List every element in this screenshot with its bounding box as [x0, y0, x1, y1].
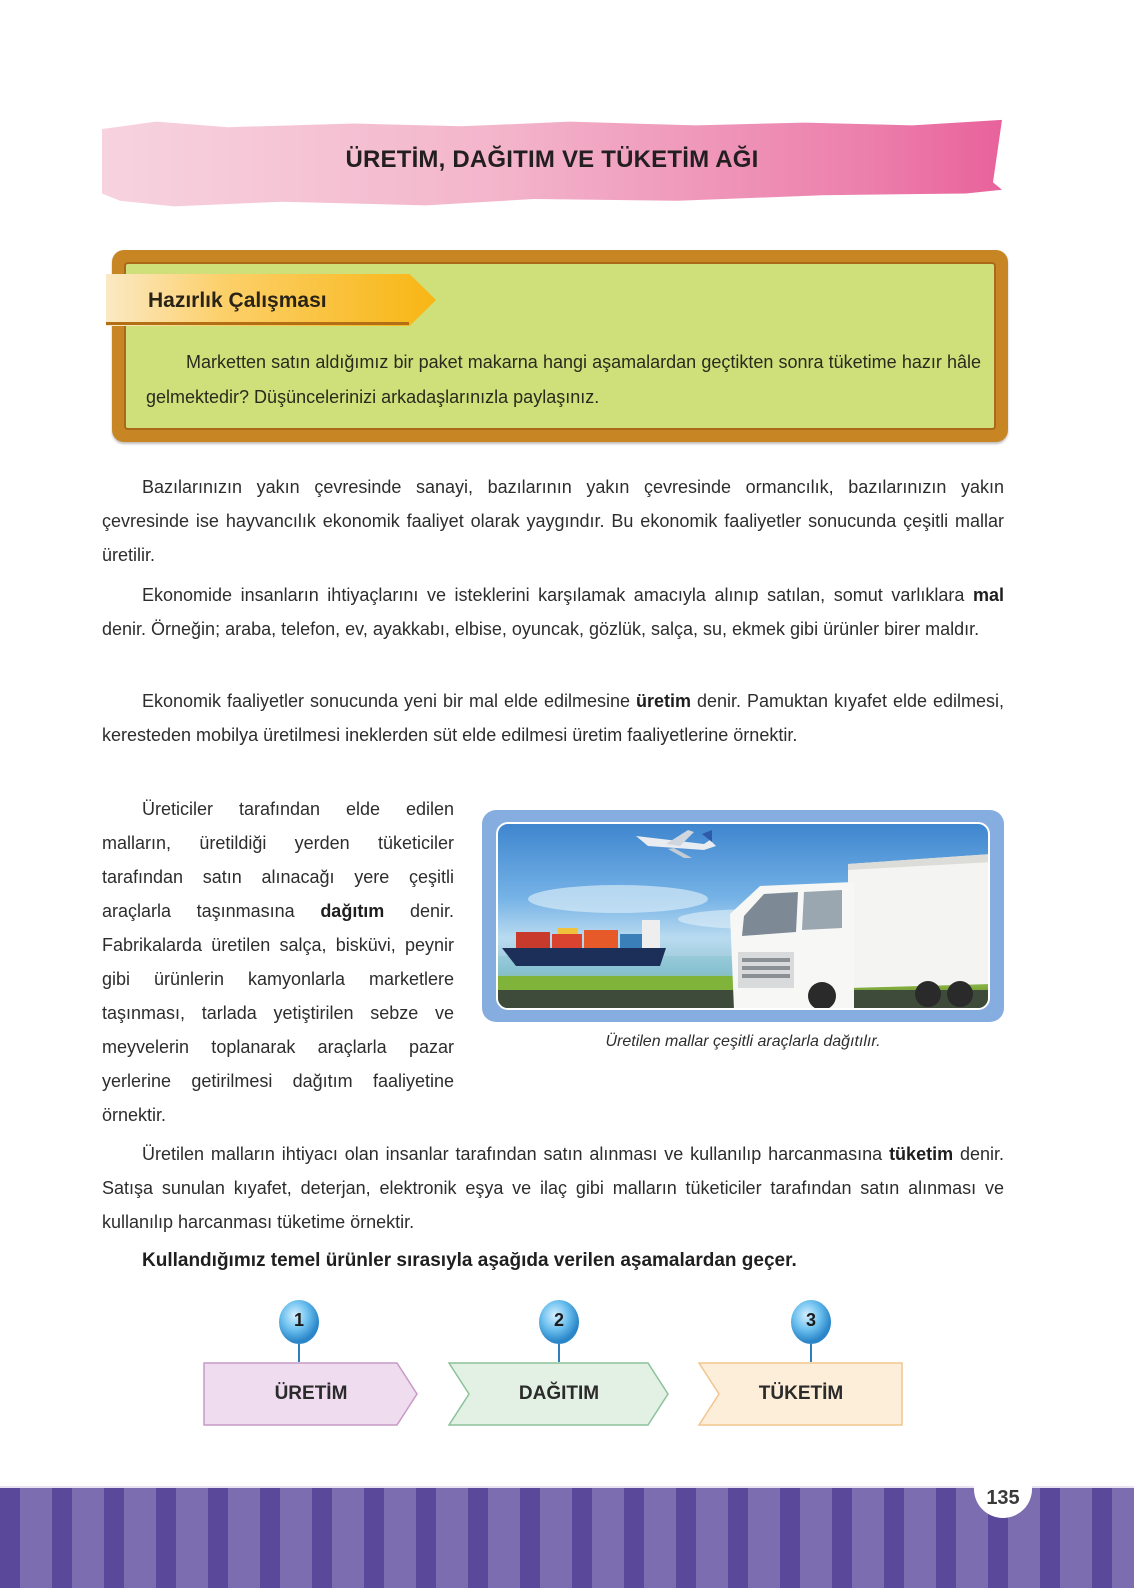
preparation-tab-shadow [106, 322, 409, 325]
stage-2-number: 2 [553, 1310, 564, 1330]
stage-uretim [203, 1362, 419, 1426]
stage-3-pin [788, 1300, 834, 1352]
truck-icon [730, 854, 990, 1010]
transport-photo [496, 822, 990, 1010]
paragraph-uretim-after: denir. Pamuktan kıyafet elde edilmesi, keresteden mobilya üretilmesi ineklerden süt elde edilmesi üretim faaliyetlerine örnektir. [102, 691, 1004, 745]
paragraph-intro-text: Bazılarınızın yakın çevresinde sanayi, bazılarının yakın çevresinde ormancılık, bazılarınızın yakın çevresinde ise hayvancılık ekonomik faaliyet olarak yaygındır. Bu ekonomik faaliyetler sonucunda çeşitli mallar üretilir. [102, 477, 1004, 565]
term-uretim: üretim [635, 691, 691, 711]
page-number: 135 [974, 1478, 1032, 1518]
stages-heading: Kullandığımız temel ürünler sırasıyla aşağıda verilen aşamalardan geçer. [142, 1250, 797, 1271]
cargo-ship-icon [502, 920, 666, 966]
paragraph-intro [102, 470, 1004, 572]
stage-1-label: ÜRETİM [274, 1383, 348, 1404]
paragraph-mal-before: Ekonomide insanların ihtiyaçlarını ve isteklerini karşılamak amacıyla alınıp satılan, somut varlıklara [142, 585, 973, 605]
preparation-label: Hazırlık Çalışması [148, 289, 327, 312]
paragraph-dagitim [102, 792, 454, 1132]
paragraph-uretim [102, 684, 1004, 752]
stage-1-pin [276, 1300, 322, 1352]
preparation-question [146, 345, 981, 415]
airplane-icon [636, 830, 716, 858]
paragraph-dagitim-before: Üreticiler tarafından elde edilen malların, üretildiği yerden tüketiciler tarafından satın alınacağı yere çeşitli araçlarla taşınmasına [102, 799, 454, 921]
stage-2-label: DAĞITIM [518, 1383, 600, 1404]
stage-tuketim [698, 1362, 904, 1426]
paragraph-dagitim-after: denir. Fabrikalarda üretilen salça, bisküvi, peynir gibi ürünlerin kamyonlarla marketlere taşınması, tarlada yetiştirilen sebze ve meyvelerin toplanarak araçlarla pazar yerlerine getirilmesi dağıtım faaliyetine örnektir. [102, 901, 454, 1125]
term-mal: mal [972, 585, 1004, 605]
stage-dagitim [448, 1362, 670, 1426]
paragraph-uretim-before: Ekonomik faaliyetler sonucunda yeni bir mal elde edilmesine [142, 691, 636, 711]
stage-2-pin [536, 1300, 582, 1352]
paragraph-tuketim [102, 1137, 1004, 1239]
preparation-question-text: Marketten satın aldığımız bir paket makarna hangi aşamalardan geçtikten sonra tüketime hazır hâle gelmektedir? Düşüncelerinizi arkadaşlarınızla paylaşınız. [146, 352, 981, 407]
transport-illustration [498, 824, 990, 1010]
page-title: ÜRETİM, DAĞITIM VE TÜKETİM AĞI [345, 146, 759, 173]
paragraph-mal-after: denir. Örneğin; araba, telefon, ev, ayakkabı, elbise, oyuncak, gözlük, salça, su, ekmek gibi ürünler birer maldır. [102, 619, 980, 639]
paragraph-tuketim-before: Üretilen malların ihtiyacı olan insanlar tarafından satın alınması ve kullanılıp harcanmasına [142, 1144, 890, 1164]
figure-caption: Üretilen mallar çeşitli araçlarla dağıtılır. [605, 1033, 881, 1050]
stage-1-number: 1 [293, 1310, 304, 1330]
term-tuketim: tüketim [889, 1144, 954, 1164]
stage-3-number: 3 [805, 1310, 816, 1330]
paragraph-tuketim-after: denir. Satışa sunulan kıyafet, deterjan, elektronik eşya ve ilaç gibi malların tüketiciler tarafından satın alınması ve kullanılıp harcanması tüketime örnektir. [102, 1144, 1004, 1232]
paragraph-mal [102, 578, 1004, 646]
term-dagitim: dağıtım [320, 901, 385, 921]
stage-3-label: TÜKETİM [758, 1383, 844, 1404]
footer-stripes [0, 1488, 1134, 1588]
